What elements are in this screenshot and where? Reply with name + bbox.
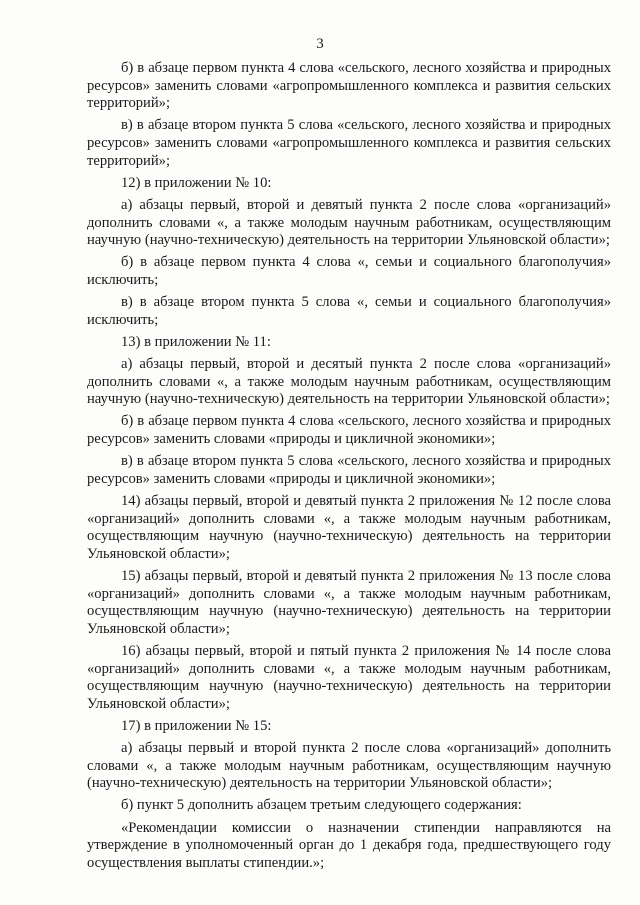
page-number: 3 <box>316 36 324 52</box>
paragraph: 16) абзацы первый, второй и пятый пункта 2 приложения № 14 после слова «организаций» дополнить словами «, а также молодым научным работникам, осуществляющим научную (научно-техническую) деятельность на территории Ульяновской области»; <box>87 642 611 712</box>
document-body <box>87 60 611 877</box>
paragraph: в) в абзаце втором пункта 5 слова «сельского, лесного хозяйства и природных ресурсов» заменить словами «агропромышленного комплекса и развития сельских территорий»; <box>87 117 611 169</box>
paragraph: в) в абзаце втором пункта 5 слова «сельского, лесного хозяйства и природных ресурсов» заменить словами «природы и цикличной экономики»; <box>87 453 611 487</box>
paragraph: а) абзацы первый, второй и девятый пункта 2 после слова «организаций» дополнить словами «, а также молодым научным работникам, осуществляющим научную (научно-техническую) деятельность на территории Ульяновской области»; <box>87 196 611 249</box>
paragraph: б) в абзаце первом пункта 4 слова «, семьи и социального благополучия» исключить; <box>87 254 611 288</box>
paragraph: а) абзацы первый, второй и десятый пункта 2 после слова «организаций» дополнить словами «, а также молодым научным работникам, осуществляющим научную (научно-техническую) деятельность на территории Ульяновской области»; <box>87 356 611 408</box>
paragraph: 12) в приложении № 10: <box>121 174 272 191</box>
paragraph: б) в абзаце первом пункта 4 слова «сельского, лесного хозяйства и природных ресурсов» заменить словами «агропромышленного комплекса и развития сельских территорий»; <box>87 60 611 112</box>
paragraph: 13) в приложении № 11: <box>121 333 271 350</box>
paragraph: «Рекомендации комиссии о назначении стипендии направляются на утверждение в уполномоченный орган до 1 декабря года, предшествующего году осуществления выплаты стипендии.»; <box>87 819 611 871</box>
paragraph: 17) в приложении № 15: <box>121 717 272 734</box>
paragraph: б) пункт 5 дополнить абзацем третьим следующего содержания: <box>121 797 522 814</box>
paragraph: а) абзацы первый и второй пункта 2 после слова «организаций» дополнить словами «, а также молодым научным работникам, осуществляющим научную (научно-техническую) деятельность на территории Ульяновской области»; <box>87 740 611 792</box>
paragraph: в) в абзаце втором пункта 5 слова «, семьи и социального благополучия» исключить; <box>87 294 611 328</box>
paragraph: 15) абзацы первый, второй и девятый пункта 2 приложения № 13 после слова «организаций» дополнить словами «, а также молодым научным работникам, осуществляющим научную (научно-техническую) деятельность на территории Ульяновской области»; <box>87 567 611 637</box>
paragraph: 14) абзацы первый, второй и девятый пункта 2 приложения № 12 после слова «организаций» дополнить словами «, а также молодым научным работникам, осуществляющим научную (научно-техническую) деятельность на территории Ульяновской области»; <box>87 493 611 562</box>
paragraph: б) в абзаце первом пункта 4 слова «сельского, лесного хозяйства и природных ресурсов» заменить словами «природы и цикличной экономики»; <box>87 413 611 448</box>
